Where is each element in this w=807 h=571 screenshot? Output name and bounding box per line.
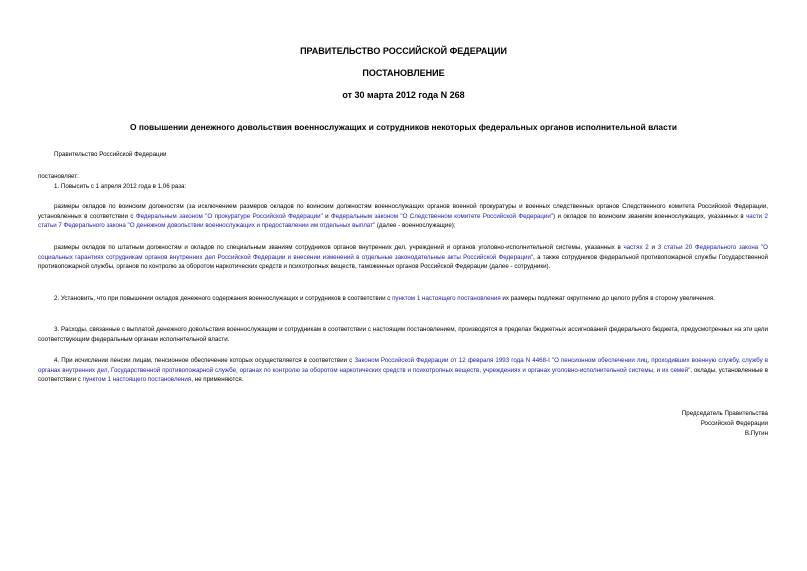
item1-a-text: размеры окладов по воинским должностям (за исключением размеров окладов по воинским должностям военнослужащих органов военной прокуратуры и военных следственных органов Следственного комитета Российской Федерации, установленных в соответствии с (38, 203, 768, 220)
item1-b-text: размеры окладов по штатным должностям и окладов по специальным званиям сотрудников органов внутренних дел, учреждений и органов уголовно-исполнительной системы, указанных в (54, 244, 624, 251)
intro-subject: Правительство Российской Федерации (54, 151, 167, 158)
item1-b-text: и (648, 244, 658, 251)
item2-text: их размеры подлежат округлению до целого рубля в сторону увеличения. (500, 295, 715, 302)
item4-text: , оклады, установленные в соответствии с (38, 366, 768, 384)
item1-paragraph-b (38, 243, 768, 272)
item1-reference-link[interactable]: пунктом 1 настоящего постановления (392, 295, 501, 302)
law-social-guarantees-link[interactable]: 3 статьи 20 Федерального закона "О социальных гарантиях сотрудникам органов внутренних дел Российской Федерации и внесении изменений в отдельные законодательные акты Российской Федерации" (38, 244, 768, 261)
item4-paragraph (38, 356, 768, 385)
law-pension-link[interactable]: Законом Российской Федерации от 12 февраля 1993 года N 4468-I "О пенсионном обеспечении лиц, проходивших военную службу, службу в органах внутренних дел, Государственной противопожарной службе, органах по контролю за оборотом наркотических средств и психотропных веществ, учреждениях и органах уголовно-исполнительной системы, и их семей" (38, 357, 769, 374)
law-prosecutor-link[interactable]: Федеральным законом "О прокуратуре Российской Федерации" (135, 212, 323, 220)
item1-b-text: , а также сотрудников федеральной противопожарной службы Государственной противопожарной службы, органов по контролю за оборотом наркотических средств и психотропных веществ, таможенных органов Российской Федерации (далее - сотрудники). (38, 253, 768, 271)
signature-name: В.Путин (744, 430, 768, 437)
document-type-heading: ПОСТАНОВЛЕНИЕ (362, 68, 445, 78)
item1-a-text: и (322, 212, 332, 220)
item1-a-text: (далее - военнослужащие); (375, 222, 456, 230)
item2-paragraph (38, 294, 768, 304)
item1-reference-link[interactable]: пунктом 1 настоящего постановления (82, 376, 192, 384)
parts-2-link[interactable]: частях 2 (623, 244, 649, 251)
intro-decides: постановляет: (38, 173, 79, 180)
government-heading: ПРАВИТЕЛЬСТВО РОССИЙСКОЙ ФЕДЕРАЦИИ (300, 46, 507, 56)
item2-text: 2. Установить, что при повышении окладов денежного содержания военнослужащих и сотрудников в соответствии с (54, 295, 393, 302)
date-number-heading: от 30 марта 2012 года N 268 (342, 90, 465, 100)
document-title: О повышении денежного довольствия военнослужащих и сотрудников некоторых федеральных органов исполнительной власти (130, 122, 677, 132)
item4-text: , не применяются. (191, 376, 244, 384)
item1-lead: 1. Повысить с 1 апреля 2012 года в 1,06 раза: (54, 183, 187, 190)
signature-position-line1: Председатель Правительства (681, 410, 768, 417)
law-military-allowance-link[interactable]: части 2 статьи 7 Федерального закона "О денежном довольствии военнослужащих и предоставлении им отдельных выплат" (38, 212, 768, 230)
item4-text: 4. При исчислении пенсии лицам, пенсионное обеспечение которых осуществляется в соответствии с (54, 357, 355, 364)
signature-position-line2: Российской Федерации (700, 420, 768, 427)
item1-paragraph-a (38, 202, 768, 231)
law-investigative-committee-link[interactable]: Федеральным законом "О Следственном комитете Российской Федерации" (331, 212, 554, 220)
item3-paragraph: 3. Расходы, связанные с выплатой денежного довольствия военнослужащим и сотрудникам в соответствии с настоящим постановлением, производятся в пределах бюджетных ассигнований федерального бюджета, предусмотренных на эти цели соответствующим федеральным органам исполнительной власти. (38, 326, 768, 343)
item1-a-text: ) и окладов по воинским званиям военнослужащих, указанных в (553, 212, 747, 220)
